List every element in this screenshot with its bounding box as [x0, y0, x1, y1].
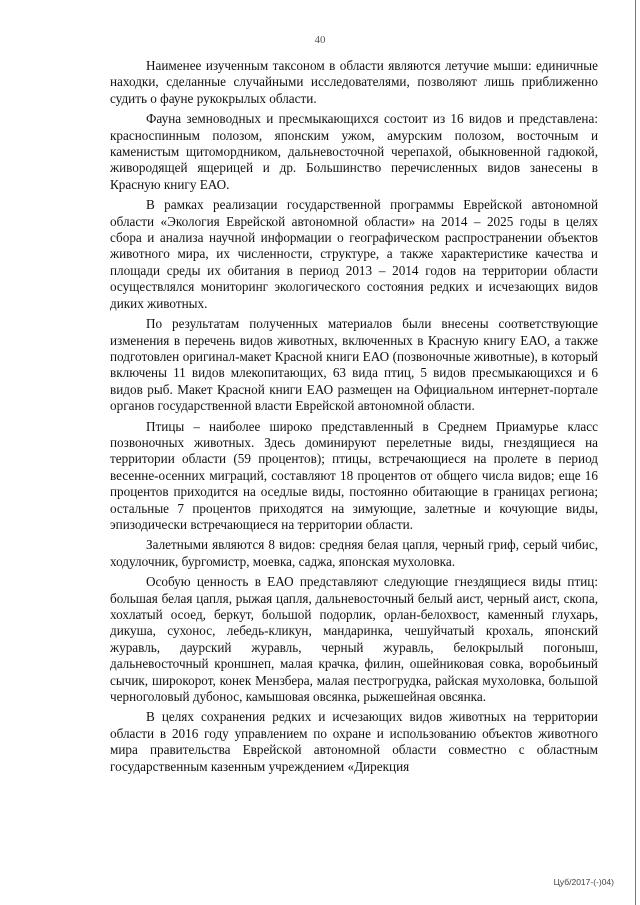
paragraph-birds: Птицы – наиболее широко представленный в Среднем Приамурье класс позвоночных животных. Здесь доминируют перелетные виды, гнездящиеся на территории области (59 процентов); птицы, встречающиеся на пролете в период весенне-осенних миграций, составляют 18 процентов от общего числа видов; еще 16 процентов приходится на оседлые виды, постоянно обитающие в границах региона; остальные 7 процентов приходятся на зимующие, залетные и кочующие виды, эпизодически встречающиеся на территории области.: [110, 418, 598, 532]
page-number: 40: [314, 34, 326, 46]
paragraph-conservation-2016: В целях сохранения редких и исчезающих видов животных на территории области в 2016 году управлением по охране и использованию объектов животного мира правительства Еврейской автономной области совместно с областным государственным казенным учреждением «Дирекция: [110, 709, 598, 774]
paragraph-ecology-program: В рамках реализации государственной программы Еврейской автономной области «Экология Еврейской автономной области» на 2014 – 2025 годы в целях сбора и анализа научной информации о географическом распространении объектов животного мира, их численности, структуре, а также характеристике качества и площади среды их обитания в период 2013 – 2014 годов на территории области осуществлялся мониторинг экологического состояния редких и исчезающих видов диких животных.: [110, 197, 598, 311]
footer-document-code: Цуб/2017-(-)04): [553, 877, 614, 887]
scan-edge-line: [635, 0, 636, 905]
document-body: [110, 58, 598, 779]
paragraph-bats: Наименее изученным таксоном в области являются летучие мыши: единичные находки, сделанные случайными исследователями, позволяют лишь приближенно судить о фауне рукокрылых области.: [110, 58, 598, 106]
paragraph-valuable-nesting-species: Особую ценность в ЕАО представляют следующие гнездящиеся виды птиц: большая белая цапля, рыжая цапля, дальневосточный белый аист, черный аист, скопа, хохлатый осоед, беркут, большой подорлик, орлан-белохвост, каменный глухарь, дикуша, сухонос, лебедь-кликун, мандаринка, чешуйчатый крохаль, японский журавль, даурский журавль, черный журавль, белокрылый погоныш, дальневосточный кроншнеп, малая крачка, филин, ошейниковая совка, воробьиный сычик, широкорот, конек Мензбера, малая пестрогрудка, райская мухоловка, большой черноголовый дубонос, камышовая овсянка, рыжешейная овсянка.: [110, 574, 598, 705]
paragraph-vagrant-species: Залетными являются 8 видов: средняя белая цапля, черный гриф, серый чибис, ходулочник, бургомистр, моевка, саджа, японская мухоловка.: [110, 537, 598, 569]
paragraph-red-book-results: По результатам полученных материалов были внесены соответствующие изменения в перечень видов животных, включенных в Красную книгу ЕАО, а также подготовлен оригинал-макет Красной книги ЕАО (позвоночные животные), в который включены 11 видов млекопитающих, 63 вида птиц, 5 видов пресмыкающихся и 6 видов рыб. Макет Красной книги ЕАО размещен на Официальном интернет-портале органов государственной власти Еврейской автономной области.: [110, 316, 598, 414]
paragraph-amphibians-reptiles: Фауна земноводных и пресмыкающихся состоит из 16 видов и представлена: красноспинным полозом, японским ужом, амурским полозом, восточным и каменистым щитомордником, дальневосточной черепахой, обыкновенной гадюкой, живородящей ящерицей и др. Большинство перечисленных видов занесены в Красную книгу ЕАО.: [110, 111, 598, 192]
